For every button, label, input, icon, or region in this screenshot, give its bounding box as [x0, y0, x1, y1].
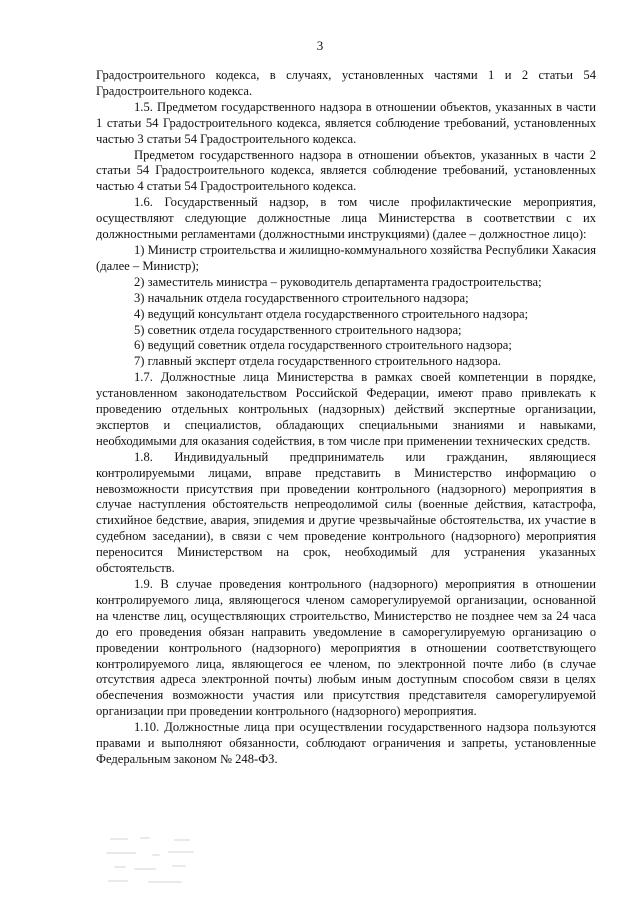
paragraph-1-9: 1.9. В случае проведения контрольного (надзорного) мероприятия в отношении контролируемого лица, являющегося членом саморегулируемой организации, основанной на членстве лиц, осуществляющих строительство, Министерство не позднее чем за 24 часа до его проведения обязан направить уведомление в саморегулируемую организацию о проведении контрольного (надзорного) мероприятия в отношении соответствующего контролируемого лица, являющегося ее членом, по электронной почте либо (в случае отсутствия адреса электронной почты) любым иным доступным способом связи в целях обеспечения возможности участия или присутствия представителя саморегулируемой организации при проведении контрольного (надзорного) мероприятия.	[96, 577, 596, 719]
paragraph-1-10: 1.10. Должностные лица при осуществлении государственного надзора пользуются правами и выполняют обязанности, соблюдают ограничения и запреты, установленные Федеральным законом № 248-ФЗ.	[96, 720, 596, 766]
list-item: 4) ведущий консультант отдела государственного строительного надзора;	[134, 306, 529, 321]
paragraph-1-5-part-2: Предметом государственного надзора в отношении объектов, указанных в части 2 статьи 54 Градостроительного кодекса, является соблюдение требований, установленных частью 4 статьи 54 Градостроительного кодекса.	[96, 147, 596, 194]
paragraph-1-7: 1.7. Должностные лица Министерства в рамках своей компетенции в порядке, установленном законодательством Российской Федерации, имеют право привлекать к проведению отдельных контрольных (надзорных) действий экспертные организации, экспертов и специалистов, обладающих специальными знаниями и навыками, необходимыми для оказания содействия, в том числе при применении технических средств.	[96, 370, 596, 448]
list-item: 2) заместитель министра – руководитель департамента градостроительства;	[134, 274, 542, 289]
paragraph-continuation: Градостроительного кодекса, в случаях, установленных частями 1 и 2 статьи 54 Градостроительного кодекса.	[96, 68, 596, 98]
paragraph-1-5: 1.5. Предметом государственного надзора в отношении объектов, указанных в части 1 статьи 54 Градостроительного кодекса, является соблюдение требований, установленных частью 3 статьи 54 Градостроительного кодекса.	[96, 99, 596, 146]
officials-list	[96, 243, 596, 370]
list-item: 1) Министр строительства и жилищно-коммунального хозяйства Республики Хакасия (далее – Министр);	[96, 242, 596, 273]
paragraph-1-6: 1.6. Государственный надзор, в том числе профилактические мероприятия, осуществляют следующие должностные лица Министерства в соответствии с их должностными регламентами (должностными инструкциями) (далее – должностное лицо):	[96, 195, 596, 242]
list-item: 5) советник отдела государственного строительного надзора;	[134, 322, 462, 337]
list-item: 6) ведущий советник отдела государственного строительного надзора;	[134, 338, 512, 353]
paragraph-1-8: 1.8. Индивидуальный предприниматель или гражданин, являющиеся контролируемыми лицами, вправе представить в Министерство информацию о невозможности присутствия при проведении контрольного (надзорного) мероприятия в случае наступления обстоятельств непреодолимой силы (военные действия, катастрофа, стихийное бедствие, авария, эпидемия и другие чрезвычайные обстоятельства, их участие в судебном заседании), в связи с чем проведение контрольного (надзорного) мероприятия переносится Министерством на срок, необходимый для устранения указанных обстоятельств.	[96, 449, 596, 576]
list-item: 7) главный эксперт отдела государственного строительного надзора.	[134, 354, 501, 369]
page-number: 3	[316, 38, 324, 53]
faint-stamp-mark	[104, 834, 202, 890]
document-body	[96, 68, 596, 768]
list-item: 3) начальник отдела государственного строительного надзора;	[134, 290, 469, 305]
